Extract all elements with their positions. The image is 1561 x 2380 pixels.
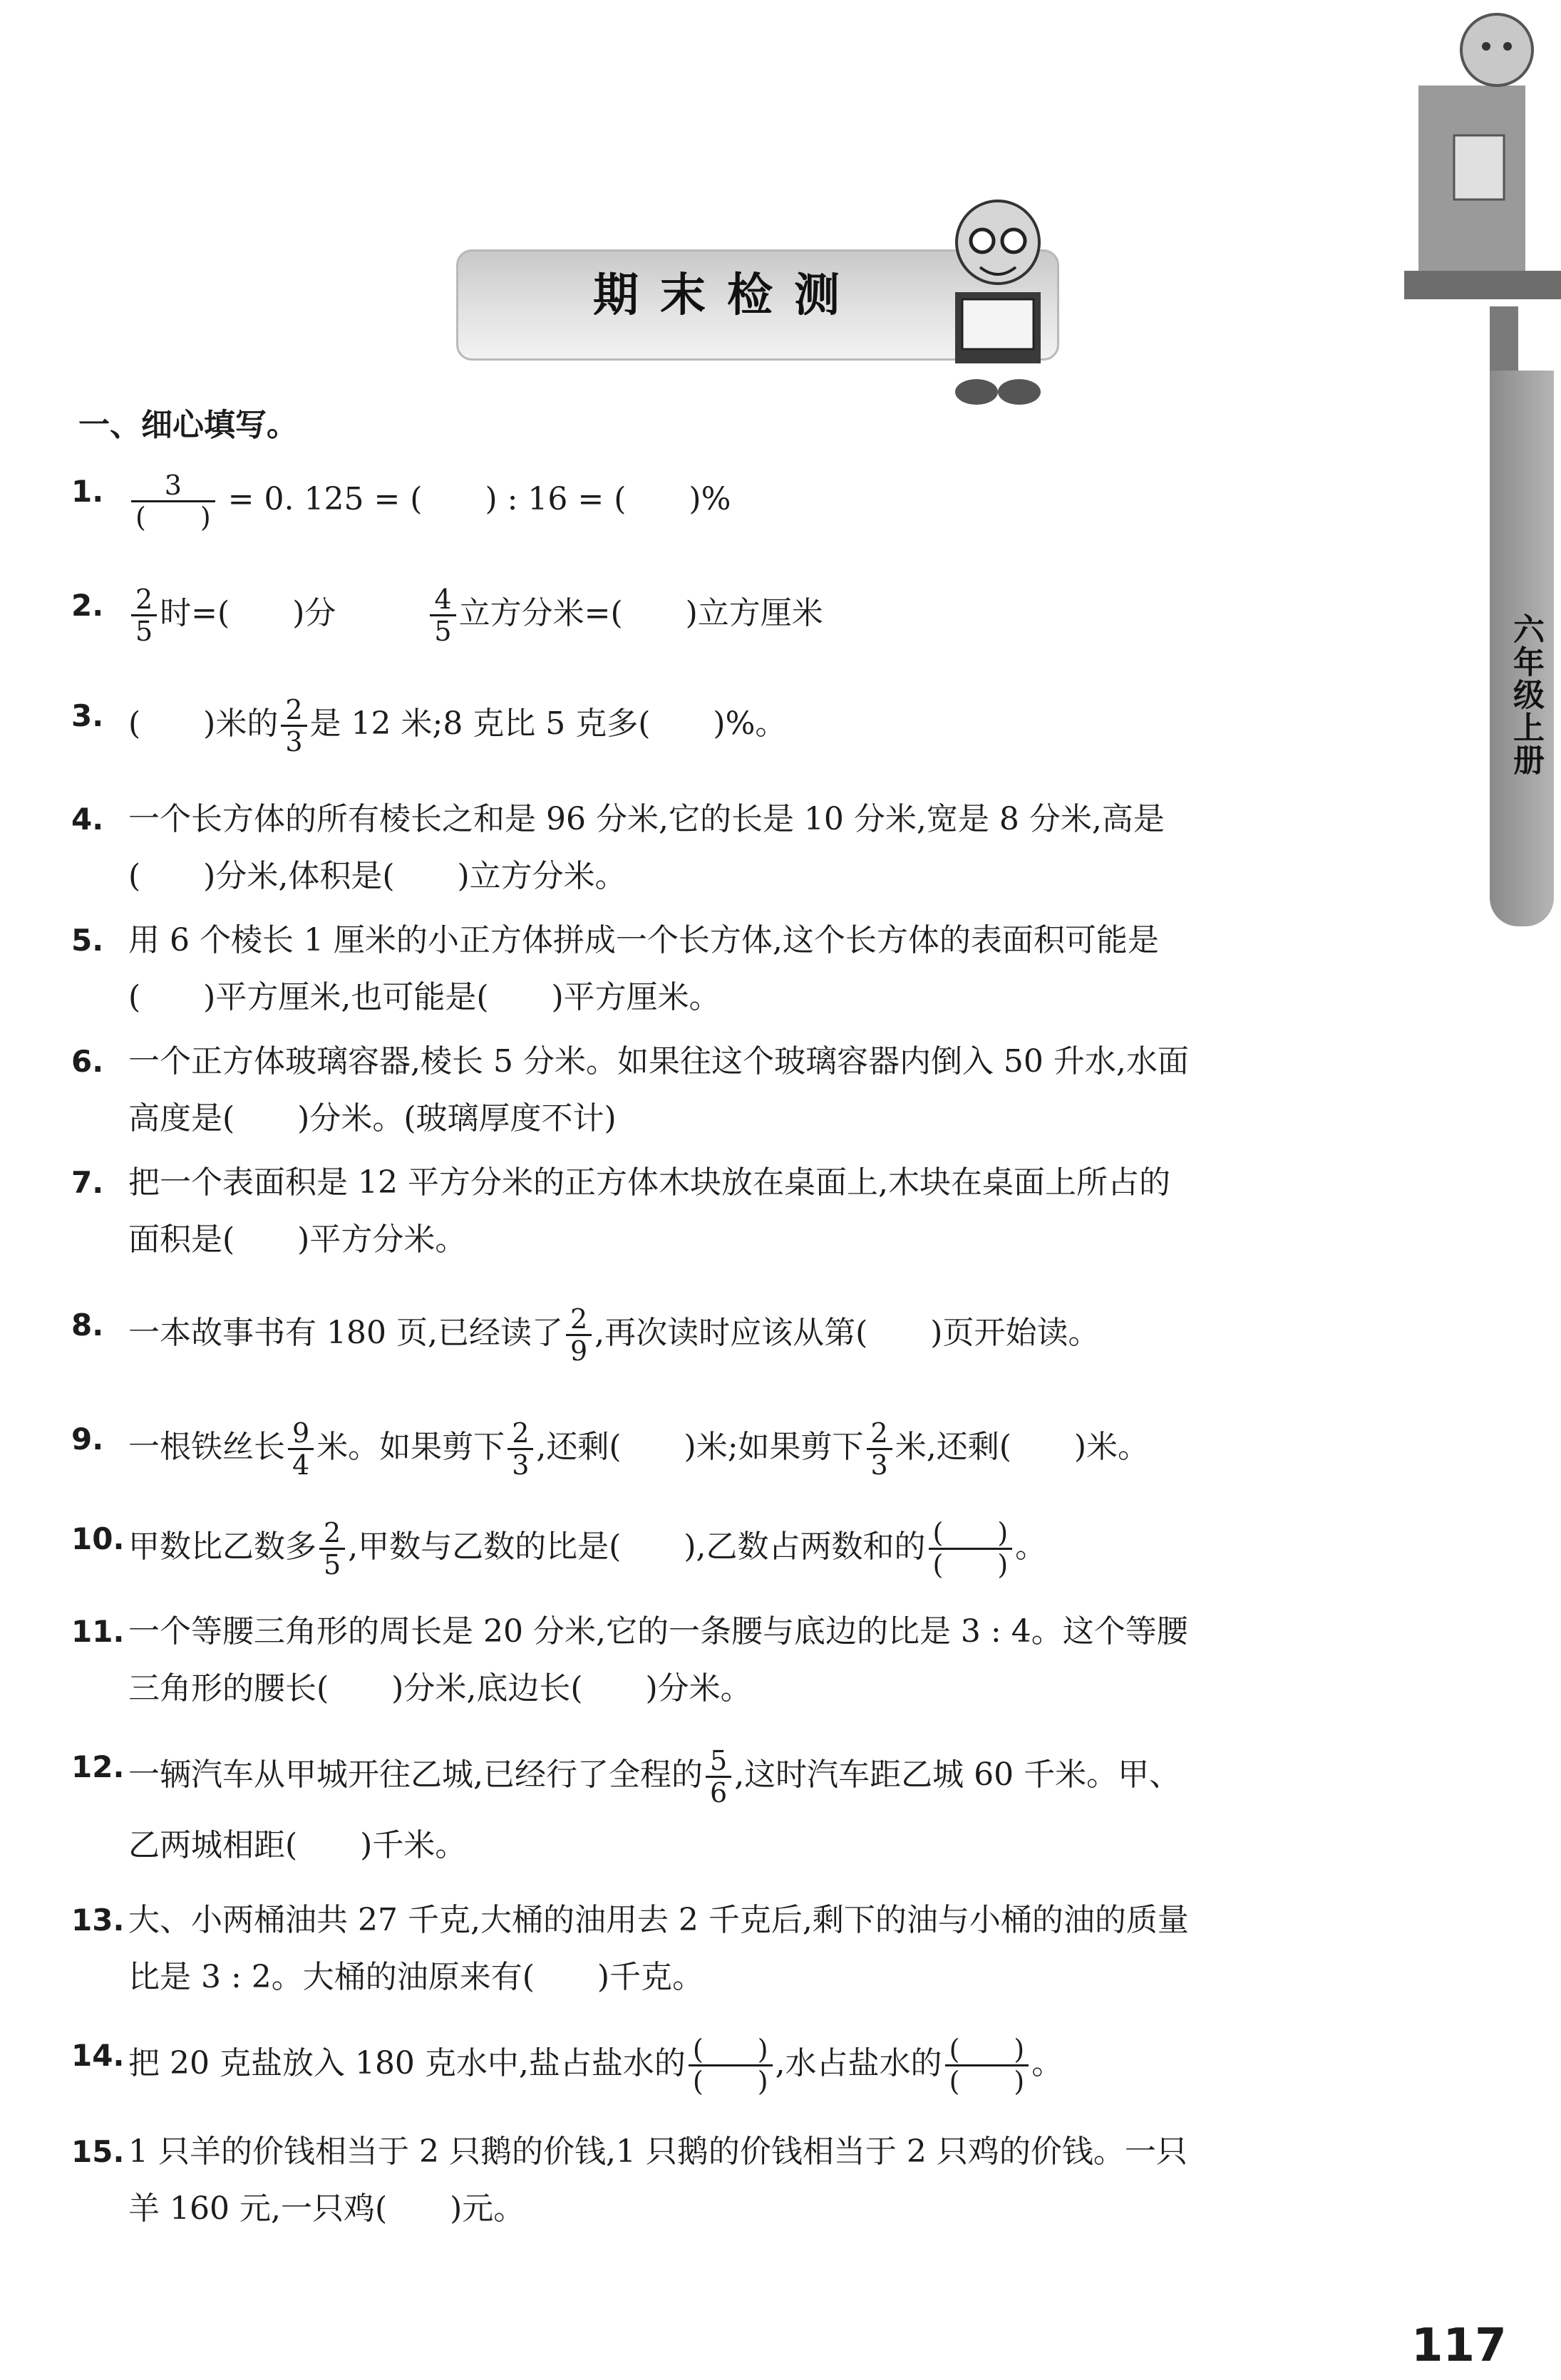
fraction: $\frac{3}{( )}$: [131, 470, 215, 532]
question-text: 是 12 米;8 克比 5 克多( )%。: [309, 705, 787, 742]
question-number: 15.: [71, 2134, 125, 2169]
question-text: ,再次读时应该从第( )页开始读。: [594, 1315, 1100, 1351]
question-text: 。: [1031, 2045, 1063, 2081]
question-text: 把一个表面积是 12 平方分米的正方体木块放在桌面上,木块在桌面上所占的: [128, 1164, 1170, 1201]
corner-illustration: [1390, 0, 1561, 399]
question-text: ,甲数与乙数的比是( ),乙数占两数和的: [348, 1528, 926, 1565]
question-text: 面积是( )平方分米。: [128, 1221, 467, 1258]
question-number: 2.: [71, 588, 104, 623]
fraction-blank: $\frac{( )}{( )}$: [929, 1518, 1013, 1580]
question-text: ( )分米,体积是( )立方分米。: [128, 858, 627, 894]
page-number: 117: [1411, 2319, 1507, 2372]
question-number: 7.: [71, 1165, 104, 1200]
question-number: 11.: [71, 1614, 125, 1649]
question-text: 一个等腰三角形的周长是 20 分米,它的一条腰与底边的比是 3 : 4。这个等腰: [128, 1613, 1188, 1650]
question-number: 6.: [71, 1044, 104, 1079]
fraction: $\frac{2}{3}$: [281, 695, 306, 757]
question-text: ( )平方厘米,也可能是( )平方厘米。: [128, 979, 721, 1015]
question-text: ,这时汽车距乙城 60 千米。甲、: [734, 1756, 1181, 1793]
question-number: 12.: [71, 1749, 125, 1784]
question-number: 14.: [71, 2038, 125, 2073]
question-text: 高度是( )分米。(玻璃厚度不计): [128, 1100, 617, 1137]
question-text: 大、小两桶油共 27 千克,大桶的油用去 2 千克后,剩下的油与小桶的油的质量: [128, 1902, 1189, 1938]
question-text: 甲数比乙数多: [128, 1528, 316, 1565]
side-tab-label: 六年级上册: [1508, 613, 1544, 777]
question-text: 时=( )分: [160, 595, 336, 631]
question-text: 米,还剩( )米。: [895, 1429, 1150, 1465]
question-text: 用 6 个棱长 1 厘米的小正方体拼成一个长方体,这个长方体的表面积可能是: [128, 922, 1159, 958]
question-text: ,水占盐水的: [775, 2045, 942, 2081]
question-text: ( )米的: [128, 705, 279, 742]
question-text: 一本故事书有 180 页,已经读了: [128, 1315, 563, 1351]
question-number: 9.: [71, 1422, 104, 1457]
fraction-blank: $\frac{( )}{( )}$: [689, 2034, 773, 2096]
question-number: 10.: [71, 1521, 125, 1556]
fraction: $\frac{4}{5}$: [430, 584, 455, 646]
fraction: $\frac{5}{6}$: [706, 1746, 731, 1808]
section-heading: 一、细心填写。: [78, 407, 298, 443]
question-text: 比是 3 : 2。大桶的油原来有( )千克。: [128, 1959, 704, 1995]
question-text: 三角形的腰长( )分米,底边长( )分米。: [128, 1670, 752, 1707]
question-text: 一个正方体玻璃容器,棱长 5 分米。如果往这个玻璃容器内倒入 50 升水,水面: [128, 1043, 1189, 1080]
fraction-blank: $\frac{( )}{( )}$: [945, 2034, 1029, 2096]
question-number: 4.: [71, 802, 104, 837]
question-number: 8.: [71, 1308, 104, 1342]
question-text: 乙两城相距( )千米。: [128, 1827, 467, 1863]
question-text: 一辆汽车从甲城开往乙城,已经行了全程的: [128, 1756, 703, 1793]
fraction: $\frac{2}{5}$: [131, 584, 157, 646]
reading-boy-illustration: [941, 185, 1055, 413]
fraction: $\frac{9}{4}$: [288, 1418, 314, 1480]
question-number: 3.: [71, 698, 104, 733]
question-text: 羊 160 元,一只鸡( )元。: [128, 2190, 525, 2227]
question-number: 13.: [71, 1903, 125, 1937]
question-text: ,还剩( )米;如果剪下: [536, 1429, 864, 1465]
page-title: 期末检测: [593, 269, 861, 322]
question-number: 1.: [71, 474, 104, 509]
question-text: 。: [1015, 1528, 1047, 1565]
question-number: 5.: [71, 923, 104, 958]
question-text: 把 20 克盐放入 180 克水中,盐占盐水的: [128, 2045, 686, 2081]
question-text: 1 只羊的价钱相当于 2 只鹅的价钱,1 只鹅的价钱相当于 2 只鸡的价钱。一只: [128, 2133, 1188, 2170]
question-text: 一根铁丝长: [128, 1429, 285, 1465]
fraction: $\frac{2}{3}$: [867, 1418, 892, 1480]
fraction: $\frac{2}{3}$: [508, 1418, 533, 1480]
question-text: 一个长方体的所有棱长之和是 96 分米,它的长是 10 分米,宽是 8 分米,高是: [128, 801, 1165, 837]
question-text: 立方分米=( )立方厘米: [458, 595, 823, 631]
question-text: 米。如果剪下: [316, 1429, 505, 1465]
fraction: $\frac{2}{9}$: [566, 1304, 592, 1366]
question-text: = 0. 125 = ( ) : 16 = ( )%: [227, 481, 731, 517]
fraction: $\frac{2}{5}$: [319, 1518, 345, 1580]
